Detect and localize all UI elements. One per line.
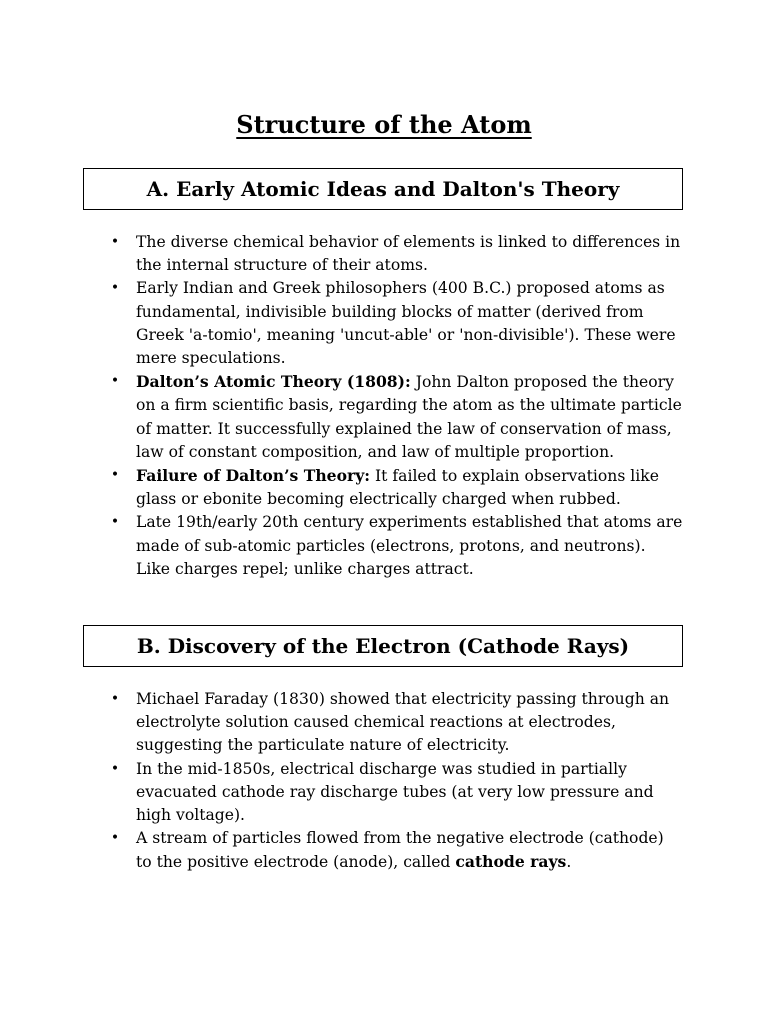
list-item — [108, 277, 683, 370]
section-a-bullet-list — [108, 231, 683, 581]
bullet-emphasis: cathode rays — [455, 852, 567, 872]
bullet-icon: • — [110, 234, 120, 250]
bullet-icon: • — [110, 691, 120, 707]
page-title-text: Structure of the Atom — [236, 110, 532, 139]
bullet-icon: • — [110, 373, 120, 390]
bullet-text: John Dalton proposed the theory on a firm scientific basis, regarding the atom as the ultimate particle of matter. It successfully explained the law of conservation of mass, law of constant composition, and law of multiple proportion. — [136, 373, 682, 461]
list-item — [108, 758, 683, 828]
list-item — [108, 231, 683, 277]
list-item — [108, 511, 683, 581]
bullet-text: It failed to explain observations like glass or ebonite becoming electrically charged when rubbed. — [136, 467, 659, 509]
bullet-icon: • — [110, 514, 120, 531]
list-item — [108, 827, 683, 874]
section-a-heading: A. Early Atomic Ideas and Dalton's Theory — [146, 177, 620, 201]
list-item — [108, 370, 683, 464]
bullet-text: A stream of particles flowed from the negative electrode (cathode) to the positive electrode (anode), called — [136, 829, 664, 872]
bullet-lead: Failure of Dalton’s Theory: — [136, 466, 371, 486]
section-b-bullet-list — [108, 688, 683, 875]
bullet-text: Late 19th/early 20th century experiments established that atoms are made of sub-atomic particles (electrons, protons, and neutrons). Like charges repel; unlike charges attract. — [136, 513, 683, 578]
section-a-heading-box — [83, 168, 683, 210]
bullet-icon: • — [110, 760, 120, 777]
bullet-text: In the mid-1850s, electrical discharge was studied in partially evacuated cathode ray discharge tubes (at very low pressure and high voltage). — [136, 759, 654, 825]
bullet-tail: . — [566, 853, 572, 872]
list-item — [108, 688, 683, 758]
section-b-heading-box — [83, 625, 683, 667]
bullet-icon: • — [110, 830, 120, 847]
bullet-text: Early Indian and Greek philosophers (400 B.C.) proposed atoms as fundamental, indivisible building blocks of matter (derived from Greek 'a-tomio', meaning 'uncut-able' or 'non-divisible'). These were mere speculations. — [136, 279, 676, 368]
bullet-text: Michael Faraday (1830) showed that electricity passing through an electrolyte solution caused chemical reactions at electrodes, suggesting the particulate nature of electricity. — [136, 690, 670, 755]
bullet-icon: • — [110, 467, 120, 484]
section-b-heading: B. Discovery of the Electron (Cathode Rays) — [136, 634, 630, 658]
bullet-text: The diverse chemical behavior of elements is linked to differences in the internal structure of their atoms. — [136, 233, 681, 275]
page-title — [0, 108, 768, 142]
list-item — [108, 464, 683, 511]
bullet-lead: Dalton’s Atomic Theory (1808): — [136, 372, 411, 392]
bullet-icon: • — [110, 280, 120, 297]
